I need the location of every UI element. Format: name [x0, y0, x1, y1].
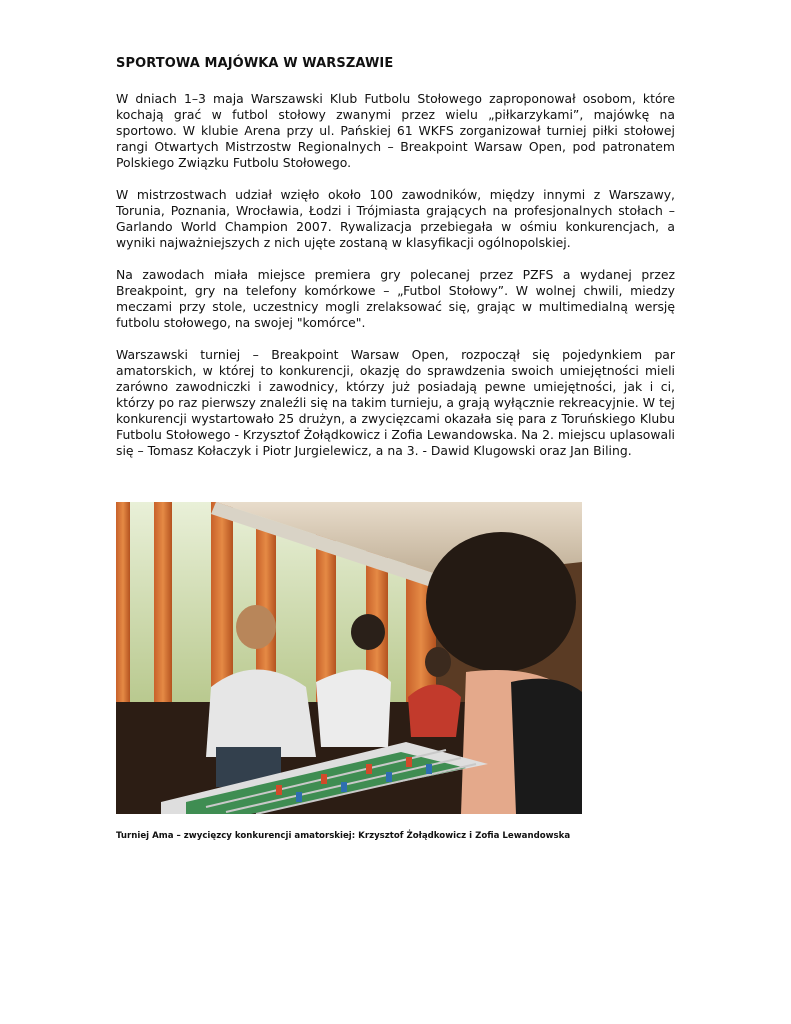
article	[116, 56, 675, 475]
paragraph-results: Warszawski turniej – Breakpoint Warsaw Open, rozpoczął się pojedynkiem par amatorskich, w której to konkurencji, okazję do sprawdzenia swoich umiejętności mieli zarówno zawodniczki i zawodnicy, którzy już posiadają pewne umiejętności, jak i ci, którzy po raz pierwszy znaleźli się na takim turnieju, a grają wyłącznie rekreacyjnie. W tej konkurencji wystartowało 25 drużyn, a zwycięzcami okazała się para z Toruńskiego Klubu Futbolu Stołowego - Krzysztof Żołądkowicz i Zofia Lewandowska. Na 2. miejscu uplasowali się – Tomasz Kołaczyk i Piotr Jurgielewicz, a na 3. - Dawid Klugowski oraz Jan Biling.	[116, 347, 675, 458]
article-title: SPORTOWA MAJÓWKA W WARSZAWIE	[116, 56, 394, 71]
foosball-photo	[116, 502, 582, 814]
photo-caption: Turniej Ama – zwycięzcy konkurencji amatorskiej: Krzysztof Żołądkowicz i Zofia Lewandowska	[116, 831, 571, 841]
paragraph-premiere: Na zawodach miała miejsce premiera gry polecanej przez PZFS a wydanej przez Breakpoint, gry na telefony komórkowe – „Futbol Stołowy”. W wolnej chwili, miedzy meczami przy stole, uczestnicy mogli zrelaksować się, grając w multimedialną wersję futbolu stołowego, na swojej "komórce".	[116, 267, 675, 330]
paragraph-participants: W mistrzostwach udział wzięło około 100 zawodników, między innymi z Warszawy, Torunia, Poznania, Wrocławia, Łodzi i Trójmiasta grających na profesjonalnych stołach – Garlando World Champion 2007. Rywalizacja przebiegała w ośmiu konkurencjach, a wyniki najważniejszych z nich ujęte zostaną w klasyfikacji ogólnopolskiej.	[116, 187, 675, 250]
paragraph-intro: W dniach 1–3 maja Warszawski Klub Futbolu Stołowego zaproponował osobom, które kochają grać w futbol stołowy zwanymi przez wielu „piłkarzykami”, majówkę na sportowo. W klubie Arena przy ul. Pańskiej 61 WKFS zorganizował turniej piłki stołowej rangi Otwartych Mistrzostw Regionalnych – Breakpoint Warsaw Open, pod patronatem Polskiego Związku Futbolu Stołowego.	[116, 91, 675, 170]
